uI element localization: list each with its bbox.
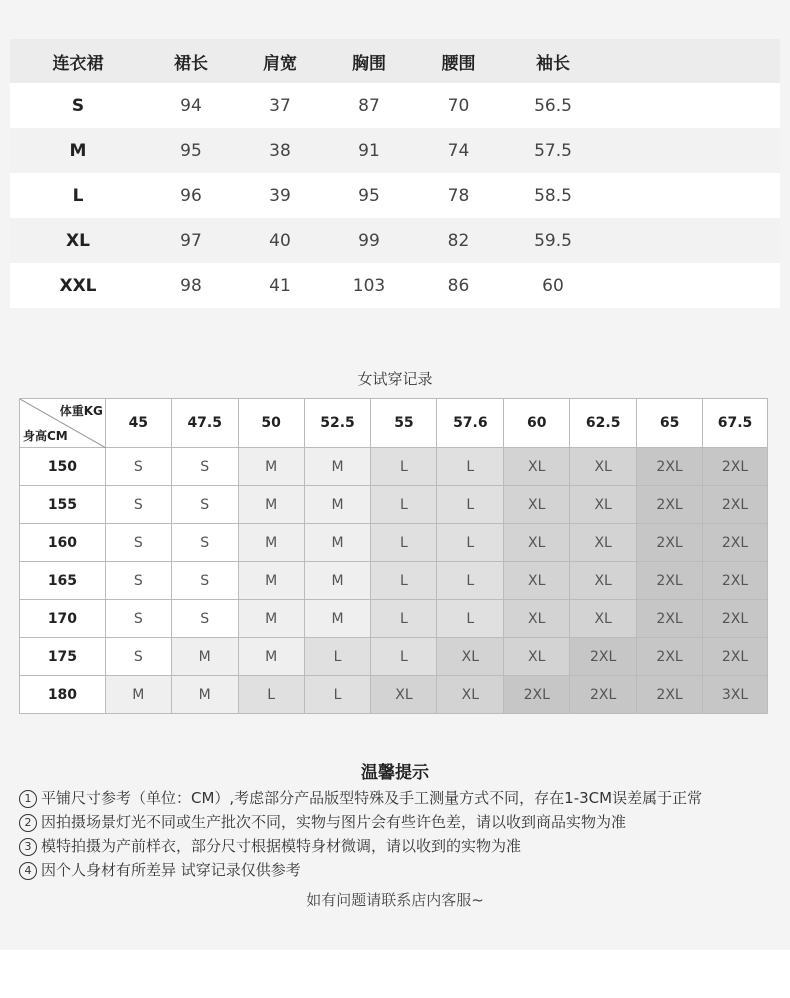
recommended-size-cell: XL: [437, 638, 504, 676]
row-spacer: [603, 263, 780, 308]
measurement-cell: 86: [414, 263, 503, 308]
recommended-size-cell: 2XL: [570, 638, 637, 676]
header-spacer: [603, 39, 780, 83]
row-spacer: [603, 128, 780, 173]
recommended-size-cell: XL: [570, 448, 637, 486]
recommended-size-cell: S: [171, 524, 238, 562]
trial-table: [19, 398, 768, 714]
weight-header-cell: 60: [504, 399, 570, 448]
measurement-cell: 97: [146, 218, 236, 263]
recommended-size-cell: M: [238, 562, 304, 600]
recommended-size-cell: L: [437, 448, 504, 486]
height-label: 170: [20, 600, 106, 638]
weight-header-cell: 65: [637, 399, 703, 448]
recommended-size-cell: S: [105, 448, 171, 486]
recommended-size-cell: XL: [570, 600, 637, 638]
recommended-size-cell: L: [371, 638, 437, 676]
trial-row: [20, 638, 768, 676]
size-table-row: [10, 83, 780, 128]
measurement-cell: 74: [414, 128, 503, 173]
tip-item: [19, 859, 301, 880]
tip-item: [19, 811, 626, 832]
size-header-cell: 连衣裙: [10, 39, 146, 83]
recommended-size-cell: L: [437, 524, 504, 562]
recommended-size-cell: 2XL: [703, 638, 768, 676]
recommended-size-cell: XL: [504, 448, 570, 486]
measurement-cell: 91: [324, 128, 414, 173]
recommended-size-cell: M: [238, 638, 304, 676]
recommended-size-cell: 2XL: [637, 524, 703, 562]
weight-header-cell: 55: [371, 399, 437, 448]
size-table-row: [10, 173, 780, 218]
size-table-row: [10, 128, 780, 173]
recommended-size-cell: S: [105, 638, 171, 676]
recommended-size-cell: XL: [570, 524, 637, 562]
size-header-cell: 袖长: [503, 39, 603, 83]
recommended-size-cell: 2XL: [637, 638, 703, 676]
recommended-size-cell: L: [371, 486, 437, 524]
measurement-cell: 98: [146, 263, 236, 308]
recommended-size-cell: S: [171, 562, 238, 600]
measurement-cell: 59.5: [503, 218, 603, 263]
recommended-size-cell: S: [105, 486, 171, 524]
recommended-size-cell: M: [171, 676, 238, 714]
size-table: [10, 39, 780, 308]
measurement-cell: 96: [146, 173, 236, 218]
tip-item: [19, 835, 521, 856]
recommended-size-cell: L: [437, 486, 504, 524]
weight-header-cell: 45: [105, 399, 171, 448]
recommended-size-cell: M: [304, 448, 371, 486]
weight-header-cell: 50: [238, 399, 304, 448]
trial-row: [20, 562, 768, 600]
measurement-cell: 78: [414, 173, 503, 218]
weight-header-cell: 67.5: [703, 399, 768, 448]
recommended-size-cell: 2XL: [504, 676, 570, 714]
height-label: 175: [20, 638, 106, 676]
recommended-size-cell: 2XL: [637, 600, 703, 638]
height-label: 160: [20, 524, 106, 562]
measurement-cell: 56.5: [503, 83, 603, 128]
trial-row: [20, 486, 768, 524]
trial-title: 女试穿记录: [357, 370, 433, 388]
recommended-size-cell: M: [105, 676, 171, 714]
recommended-size-cell: 2XL: [637, 676, 703, 714]
recommended-size-cell: M: [304, 562, 371, 600]
recommended-size-cell: 2XL: [703, 562, 768, 600]
recommended-size-cell: L: [371, 524, 437, 562]
height-label: 155: [20, 486, 106, 524]
height-label: 165: [20, 562, 106, 600]
recommended-size-cell: M: [238, 448, 304, 486]
weight-height-corner: [20, 399, 106, 448]
recommended-size-cell: 2XL: [637, 448, 703, 486]
recommended-size-cell: 2XL: [703, 524, 768, 562]
recommended-size-cell: 2XL: [703, 600, 768, 638]
size-header-cell: 胸围: [324, 39, 414, 83]
recommended-size-cell: S: [171, 486, 238, 524]
measurement-cell: 57.5: [503, 128, 603, 173]
measurement-cell: 95: [324, 173, 414, 218]
recommended-size-cell: XL: [570, 562, 637, 600]
weight-header-cell: 57.6: [437, 399, 504, 448]
recommended-size-cell: M: [304, 600, 371, 638]
tip-item: [19, 787, 702, 808]
measurement-cell: 70: [414, 83, 503, 128]
tip-text: 因拍摄场景灯光不同或生产批次不同，实物与图片会有些许色差，请以收到商品实物为准: [41, 813, 627, 831]
recommended-size-cell: XL: [504, 638, 570, 676]
circled-number: 4: [19, 862, 37, 880]
circled-number: 2: [19, 814, 37, 832]
weight-axis-label: 体重KG: [59, 404, 103, 418]
size-table-header: [10, 39, 780, 83]
recommended-size-cell: S: [105, 562, 171, 600]
recommended-size-cell: L: [371, 600, 437, 638]
trial-header-row: [20, 399, 768, 448]
recommended-size-cell: L: [437, 600, 504, 638]
recommended-size-cell: XL: [371, 676, 437, 714]
recommended-size-cell: XL: [504, 562, 570, 600]
recommended-size-cell: M: [304, 486, 371, 524]
recommended-size-cell: L: [304, 676, 371, 714]
trial-row: [20, 524, 768, 562]
height-label: 150: [20, 448, 106, 486]
tips-title: 温馨提示: [361, 763, 429, 783]
measurement-cell: 37: [236, 83, 324, 128]
recommended-size-cell: L: [371, 562, 437, 600]
size-label: XL: [10, 218, 146, 263]
measurement-cell: 103: [324, 263, 414, 308]
recommended-size-cell: 2XL: [637, 562, 703, 600]
measurement-cell: 39: [236, 173, 324, 218]
recommended-size-cell: S: [171, 448, 238, 486]
recommended-size-cell: L: [371, 448, 437, 486]
measurement-cell: 94: [146, 83, 236, 128]
recommended-size-cell: M: [171, 638, 238, 676]
recommended-size-cell: 2XL: [570, 676, 637, 714]
recommended-size-cell: XL: [570, 486, 637, 524]
tip-text: 因个人身材有所差异 试穿记录仅供参考: [41, 861, 301, 879]
measurement-cell: 40: [236, 218, 324, 263]
size-header-cell: 腰围: [414, 39, 503, 83]
recommended-size-cell: M: [238, 486, 304, 524]
recommended-size-cell: M: [238, 600, 304, 638]
contact-note: 如有问题请联系店内客服~: [306, 891, 484, 909]
tip-text: 模特拍摄为产前样衣，部分尺寸根据模特身材微调，请以收到的实物为准: [41, 837, 522, 855]
size-table-row: [10, 263, 780, 308]
trial-row: [20, 676, 768, 714]
measurement-cell: 95: [146, 128, 236, 173]
recommended-size-cell: 3XL: [703, 676, 768, 714]
circled-number: 1: [19, 790, 37, 808]
recommended-size-cell: 2XL: [637, 486, 703, 524]
row-spacer: [603, 83, 780, 128]
recommended-size-cell: M: [238, 524, 304, 562]
recommended-size-cell: XL: [504, 486, 570, 524]
circled-number: 3: [19, 838, 37, 856]
tip-text: 平铺尺寸参考（单位：CM）,考虑部分产品版型特殊及手工测量方式不同，存在1-3CM误差属于正常: [41, 789, 703, 807]
row-spacer: [603, 173, 780, 218]
recommended-size-cell: XL: [437, 676, 504, 714]
height-axis-label: 身高CM: [23, 429, 68, 443]
weight-header-cell: 62.5: [570, 399, 637, 448]
size-label: XXL: [10, 263, 146, 308]
measurement-cell: 58.5: [503, 173, 603, 218]
size-header-cell: 裙长: [146, 39, 236, 83]
recommended-size-cell: L: [238, 676, 304, 714]
height-label: 180: [20, 676, 106, 714]
row-spacer: [603, 218, 780, 263]
measurement-cell: 82: [414, 218, 503, 263]
recommended-size-cell: 2XL: [703, 486, 768, 524]
recommended-size-cell: S: [105, 524, 171, 562]
recommended-size-cell: XL: [504, 524, 570, 562]
size-header-cell: 肩宽: [236, 39, 324, 83]
size-label: M: [10, 128, 146, 173]
trial-row: [20, 448, 768, 486]
measurement-cell: 87: [324, 83, 414, 128]
recommended-size-cell: M: [304, 524, 371, 562]
measurement-cell: 60: [503, 263, 603, 308]
measurement-cell: 41: [236, 263, 324, 308]
weight-header-cell: 52.5: [304, 399, 371, 448]
recommended-size-cell: L: [437, 562, 504, 600]
weight-header-cell: 47.5: [171, 399, 238, 448]
measurement-cell: 38: [236, 128, 324, 173]
size-label: L: [10, 173, 146, 218]
recommended-size-cell: S: [171, 600, 238, 638]
recommended-size-cell: XL: [504, 600, 570, 638]
recommended-size-cell: L: [304, 638, 371, 676]
size-label: S: [10, 83, 146, 128]
recommended-size-cell: 2XL: [703, 448, 768, 486]
size-table-row: [10, 218, 780, 263]
recommended-size-cell: S: [105, 600, 171, 638]
measurement-cell: 99: [324, 218, 414, 263]
trial-row: [20, 600, 768, 638]
